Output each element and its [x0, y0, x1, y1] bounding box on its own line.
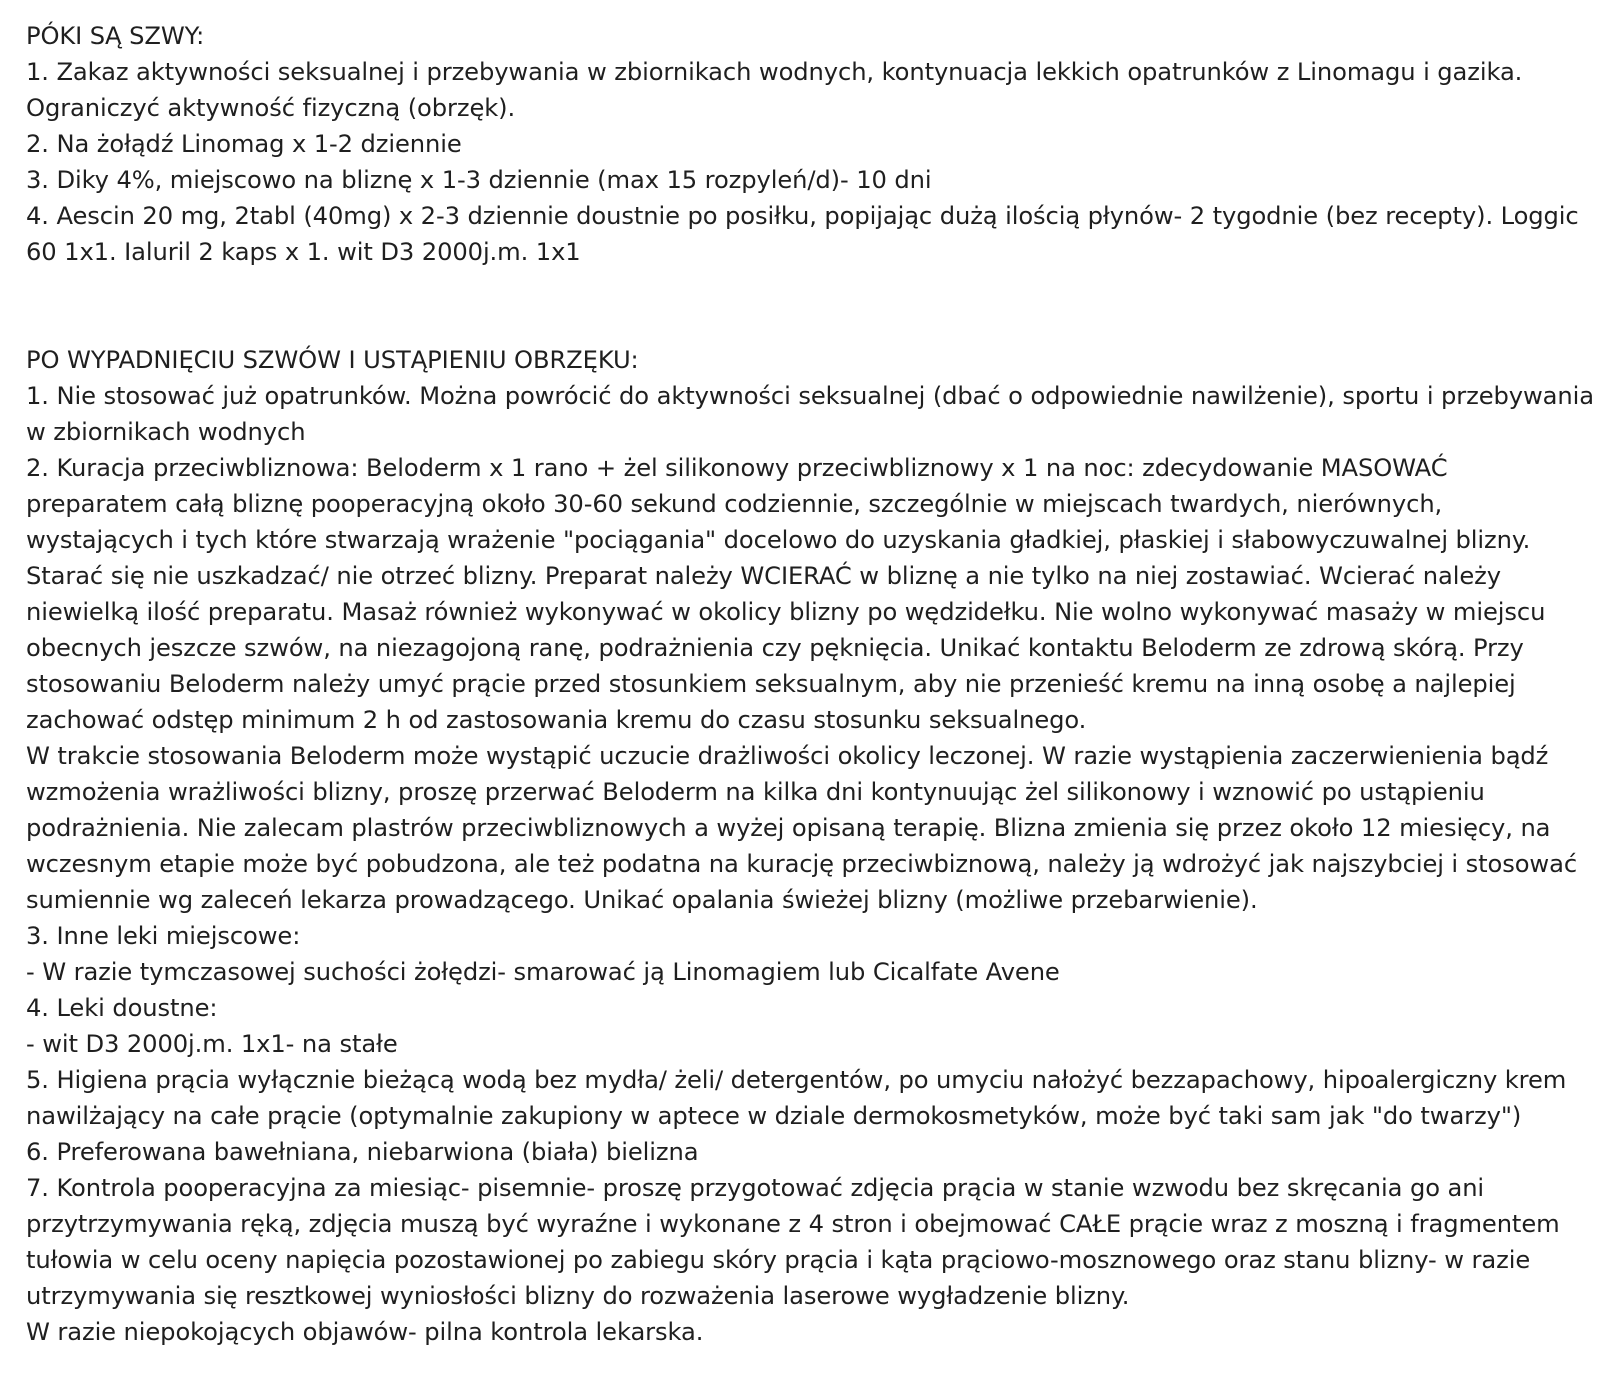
instruction-item: 2. Kuracja przeciwbliznowa: Beloderm x 1 rano + żel silikonowy przeciwbliznowy x 1 na noc: zdecydowanie MASOWAĆ preparatem całą bliznę pooperacyjną około 30-60 sekund codziennie, szczególnie w miejscach twardych, nierównych, wystających i tych które stwarzają wrażenie "pociągania" docelowo do uzyskania gładkiej, płaskiej i słabowyczuwalnej blizny. Starać się nie uszkadzać/ nie otrzeć blizny. Preparat należy WCIERAĆ w bliznę a nie tylko na niej zostawiać. Wcierać należy niewielką ilość preparatu. Masaż również wykonywać w okolicy blizny po wędzidełku. Nie wolno wykonywać masaży w miejscu obecnych jeszcze szwów, na niezagojoną ranę, podrażnienia czy pęknięcia. Unikać kontaktu Beloderm ze zdrową skórą. Przy stosowaniu Beloderm należy umyć prącie przed stosunkiem seksualnym, aby nie przenieść kremu na inną osobę a najlepiej zachować odstęp minimum 2 h od zastosowania kremu do czasu stosunku seksualnego. [26, 454, 1546, 734]
section-sutures-present [26, 18, 1596, 270]
instruction-item: 3. Inne leki miejscowe: [26, 922, 301, 950]
instruction-item: - wit D3 2000j.m. 1x1- na stałe [26, 1030, 398, 1058]
instruction-item: 4. Aescin 20 mg, 2tabl (40mg) x 2-3 dziennie doustnie po posiłku, popijając dużą ilością płynów- 2 tygodnie (bez recepty). Loggic 60 1x1. Ialuril 2 kaps x 1. wit D3 2000j.m. 1x1 [26, 202, 1579, 266]
section-heading: PO WYPADNIĘCIU SZWÓW I USTĄPIENIU OBRZĘKU: [26, 346, 639, 374]
instruction-item: 5. Higiena prącia wyłącznie bieżącą wodą bez mydła/ żeli/ detergentów, po umyciu nałożyć bezzapachowy, hipoalergiczny krem nawilżający na całe prącie (optymalnie zakupiony w aptece w dziale dermokosmetyków, może być taki sam jak "do twarzy") [26, 1066, 1567, 1130]
instruction-item: 3. Diky 4%, miejscowo na bliznę x 1-3 dziennie (max 15 rozpyleń/d)- 10 dni [26, 166, 932, 194]
section-after-sutures [26, 342, 1596, 1350]
instruction-item: 1. Zakaz aktywności seksualnej i przebywania w zbiornikach wodnych, kontynuacja lekkich opatrunków z Linomagu i gazika. Ograniczyć aktywność fizyczną (obrzęk). [26, 58, 1523, 122]
instruction-item: W razie niepokojących objawów- pilna kontrola lekarska. [26, 1318, 704, 1346]
instruction-item: 6. Preferowana bawełniana, niebarwiona (biała) bielizna [26, 1138, 699, 1166]
instruction-item: 2. Na żołądź Linomag x 1-2 dziennie [26, 130, 462, 158]
instruction-item: W trakcie stosowania Beloderm może wystąpić uczucie drażliwości okolicy leczonej. W razie wystąpienia zaczerwienienia bądź wzmożenia wrażliwości blizny, proszę przerwać Beloderm na kilka dni kontynuując żel silikonowy i wznowić po ustąpieniu podrażnienia. Nie zalecam plastrów przeciwbliznowych a wyżej opisaną terapię. Blizna zmienia się przez około 12 miesięcy, na wczesnym etapie może być pobudzona, ale też podatna na kurację przeciwbiznową, należy ją wdrożyć jak najszybciej i stosować sumiennie wg zaleceń lekarza prowadzącego. Unikać opalania świeżej blizny (możliwe przebarwienie). [26, 742, 1578, 914]
instruction-item: 7. Kontrola pooperacyjna za miesiąc- pisemnie- proszę przygotować zdjęcia prącia w stanie wzwodu bez skręcania go ani przytrzymywania ręką, zdjęcia muszą być wyraźne i wykonane z 4 stron i obejmować CAŁE prącie wraz z moszną i fragmentem tułowia w celu oceny napięcia pozostawionej po zabiegu skóry prącia i kąta prąciowo-mosznowego oraz stanu blizny- w razie utrzymywania się resztkowej wyniosłości blizny do rozważenia laserowe wygładzenie blizny. [26, 1174, 1560, 1310]
instruction-item: 1. Nie stosować już opatrunków. Można powrócić do aktywności seksualnej (dbać o odpowiednie nawilżenie), sportu i przebywania w zbiornikach wodnych [26, 382, 1594, 446]
document [26, 18, 1596, 1350]
instruction-item: - W razie tymczasowej suchości żołędzi- smarować ją Linomagiem lub Cicalfate Avene [26, 958, 1060, 986]
section-heading: PÓKI SĄ SZWY: [26, 22, 205, 50]
instruction-item: 4. Leki doustne: [26, 994, 218, 1022]
section-spacer [26, 270, 1596, 342]
